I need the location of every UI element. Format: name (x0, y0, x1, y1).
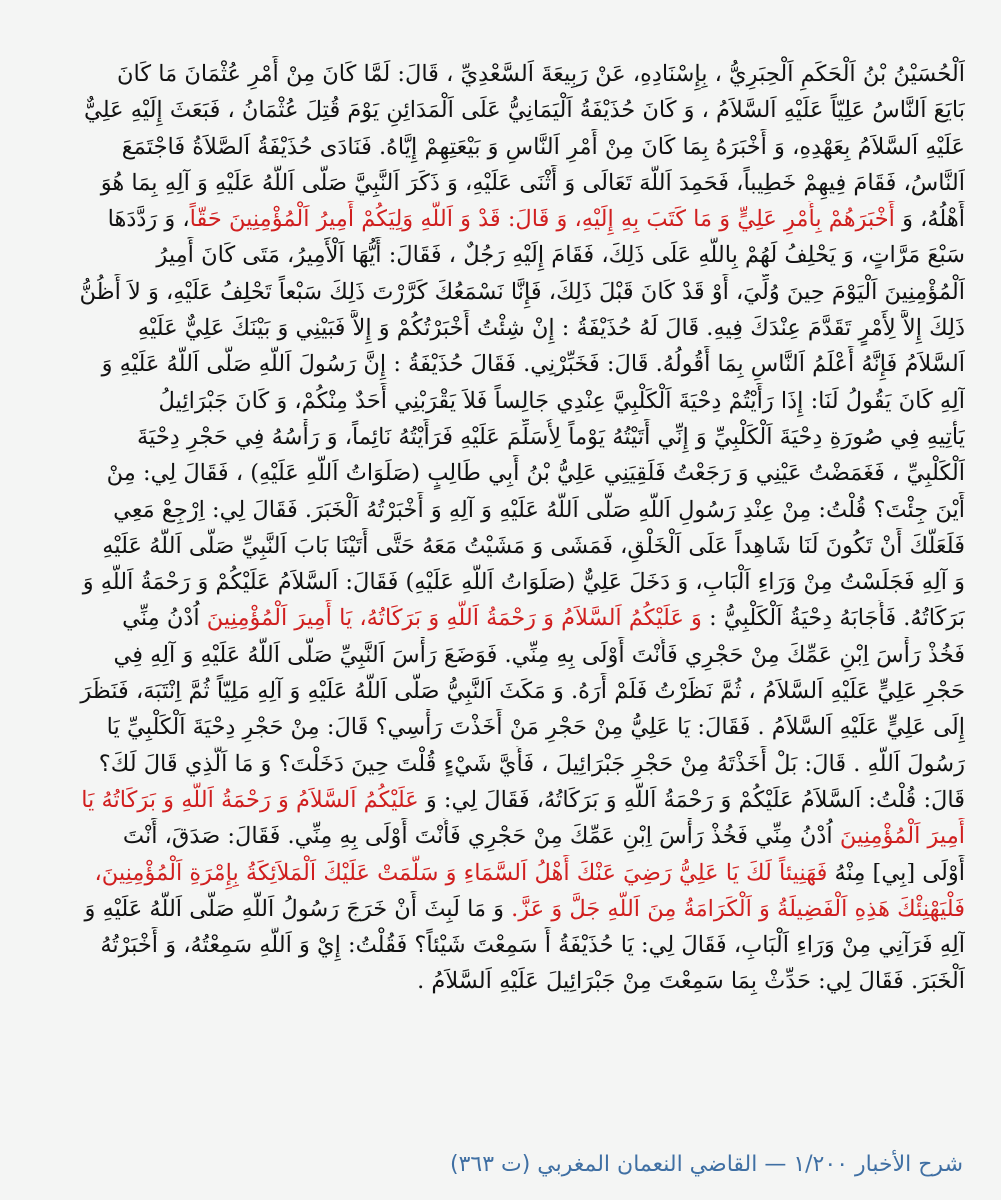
text-line (40, 891, 965, 927)
text-segment: قَالَ: قُلْتُ: اَلسَّلاَمُ عَلَيْكُمْ وَ رَحْمَةُ اَللَّهِ وَ بَرَكَاتُهُ، فَقَالَ لِي: وَ (418, 786, 965, 813)
text-line (40, 455, 965, 491)
highlighted-phrase: فَهَنِيئاً لَكَ يَا عَلِيُّ رَضِيَ عَنْكَ أَهْلُ اَلسَّمَاءِ وَ سَلَّمَتْ عَلَيْكَ اَلْمَلاَئِكَةُ بِإِمْرَةِ اَلْمُؤْمِنِينَ، (94, 859, 828, 886)
text-line (40, 310, 965, 346)
text-segment: اَلنَّاسُ، فَقَامَ فِيهِمْ خَطِيباً، فَحَمِدَ اَللَّهَ تَعَالَى وَ أَثْنَى عَلَيْهِ، وَ ذَكَرَ اَلنَّبِيَّ صَلَّى اَللَّهُ عَلَيْهِ وَ آلِهِ بِمَا هُوَ (100, 169, 965, 196)
text-line (40, 528, 965, 564)
text-segment: عَلَيْهِ اَلسَّلاَمُ بِعَهْدِهِ، وَ أَخْبَرَهُ بِمَا كَانَ مِنْ أَمْرِ اَلنَّاسِ وَ بَيْعَتِهِمْ إِيَّاهُ. فَنَادَى حُذَيْفَةُ اَلصَّلاَةُ فَاجْتَمَعَ (121, 133, 965, 160)
text-segment: بَايَعَ اَلنَّاسُ عَلِيّاً عَلَيْهِ اَلسَّلاَمُ ، وَ كَانَ حُذَيْفَةُ اَلْيَمَانِيُّ عَلَى اَلْمَدَائِنِ يَوْمَ قُتِلَ عُثْمَانُ ، فَبَعَثَ إِلَيْهِ عَلِيٌّ (83, 97, 965, 124)
text-line (40, 274, 965, 310)
text-segment: فَلَعَلَّكَ أَنْ تَكُونَ لَنَا شَاهِداً عَلَى اَلْخَلْقِ، فَمَشَى وَ مَشَيْتُ مَعَهُ حَتَّى أَتَيْنَا بَابَ اَلنَّبِيِّ صَلَّى اَللَّهُ عَلَيْهِ (102, 532, 965, 559)
text-segment: رَسُولَ اَللَّهِ . قَالَ: بَلْ أَخَذْتَهُ مِنْ حَجْرِ جَبْرَائِيلَ ، فَأَيَّ شَيْءٍ قُلْتَ حِينَ دَخَلْتَ؟ وَ مَا اَلَّذِي قَالَ لَكَ؟ (98, 750, 965, 777)
text-line (40, 637, 965, 673)
text-line (40, 927, 965, 963)
text-line (40, 709, 965, 745)
text-line (40, 419, 965, 455)
text-line (40, 564, 965, 600)
text-segment: اُدْنُ مِنِّي فَخُذْ رَأْسَ اِبْنِ عَمِّكَ مِنْ حَجْرِي فَأَنْتَ أَوْلَى بِهِ مِنِّي. فَقَالَ: صَدَقَ، أَنْتَ (122, 823, 840, 850)
text-segment: فَخُذْ رَأْسَ اِبْنِ عَمِّكَ مِنْ حَجْرِي فَأَنْتَ أَوْلَى بِهِ مِنِّي. فَوَضَعَ رَأْسَ اَلنَّبِيِّ صَلَّى اَللَّهُ عَلَيْهِ وَ آلِهِ فِي (113, 641, 965, 668)
text-segment: سَبْعَ مَرَّاتٍ، وَ يَحْلِفُ لَهُمْ بِاللَّهِ عَلَى ذَلِكَ، فَقَامَ إِلَيْهِ رَجُلٌ ، فَقَالَ: أَيُّهَا اَلْأَمِيرُ، مَتَى كَانَ أَمِيرُ (156, 242, 965, 269)
source-citation: شرح الأخبار ١/٢٠٠ — القاضي النعمان المغربي (ت ٣٦٣) (449, 1152, 963, 1177)
text-segment: اَلْخَبَرَ. فَقَالَ لِي: حَدِّثْ بِمَا سَمِعْتَ مِنْ جَبْرَائِيلَ عَلَيْهِ اَلسَّلاَمُ . (417, 968, 965, 995)
text-line (40, 165, 965, 201)
text-line (40, 201, 965, 237)
text-segment: ، وَ رَدَّدَهَا (107, 206, 190, 233)
text-line (40, 346, 965, 382)
text-segment: ذَلِكَ إِلاَّ لِأَمْرٍ تَقَدَّمَ عِنْدَكَ فِيهِ. قَالَ لَهُ حُذَيْفَةُ : إِنْ شِئْتُ أَخْبَرْتُكُمْ وَ إِلاَّ فَبَيْنِي وَ بَيْنَكَ عَلِيٌّ عَلَيْهِ (137, 315, 965, 342)
text-line (40, 746, 965, 782)
highlighted-phrase: وَ عَلَيْكُمُ اَلسَّلاَمُ وَ رَحْمَةُ اَللَّهِ وَ بَرَكَاتُهُ، يَا أَمِيرَ اَلْمُؤْمِنِينَ (206, 605, 702, 632)
hadith-text (40, 56, 965, 1000)
text-line (40, 129, 965, 165)
highlighted-phrase: أَخْبَرَهُمْ بِأَمْرِ عَلِيٍّ وَ مَا كَتَبَ بِهِ إِلَيْهِ، وَ قَالَ: قَدْ وَ اَللَّهِ وَلِيَكُمْ أَمِيرُ اَلْمُؤْمِنِينَ حَقّاً (189, 206, 895, 233)
text-line (40, 492, 965, 528)
text-segment: آلِهِ فَرَآنِي مِنْ وَرَاءِ اَلْبَابِ، فَقَالَ لِي: يَا حُذَيْفَةُ أَ سَمِعْتَ شَيْئاً؟ فَقُلْتُ: إِيْ وَ اَللَّهِ سَمِعْتُهُ، وَ أَخْبَرْتُهُ (100, 932, 965, 959)
text-segment: يَأْتِيهِ فِي صُورَةِ دِحْيَةَ اَلْكَلْبِيِّ وَ إِنِّي أَتَيْتُهُ يَوْماً لِأُسَلِّمَ عَلَيْهِ فَرَأَيْتُهُ نَائِماً، وَ رَأْسُهُ فِي حَجْرِ دِحْيَةَ (136, 423, 965, 450)
text-segment: أَيْنَ جِئْتَ؟ قُلْتُ: مِنْ عِنْدِ رَسُولِ اَللَّهِ صَلَّى اَللَّهُ عَلَيْهِ وَ آلِهِ وَ أَخْبَرْتُهُ اَلْخَبَرَ. فَقَالَ لِي: اِرْجِعْ مَعِي (113, 496, 965, 523)
text-segment: اَلسَّلاَمُ فَإِنَّهُ أَعْلَمُ اَلنَّاسِ بِمَا أَقُولُهُ. قَالَ: فَخَبِّرْنِي. فَقَالَ حُذَيْفَةُ : إِنَّ رَسُولَ اَللَّهِ صَلَّى اَللَّهُ عَلَيْهِ وَ (101, 351, 965, 378)
text-line (40, 383, 965, 419)
highlighted-phrase: عَلَيْكُمُ اَلسَّلاَمُ وَ رَحْمَةُ اَللَّهِ وَ بَرَكَاتُهُ يَا (81, 786, 419, 813)
text-line (40, 600, 965, 636)
highlighted-phrase: فَلْيَهْنِئْكَ هَذِهِ اَلْفَضِيلَةُ وَ اَلْكَرَامَةُ مِنَ اَللَّهِ جَلَّ وَ عَزَّ. (511, 895, 965, 922)
text-segment: أَوْلَى [بِي] مِنْهُ (827, 859, 965, 886)
text-segment: اَلْكَلْبِيِّ ، فَغَمَضْتُ عَيْنِي وَ رَجَعْتُ فَلَقِيَنِي عَلِيُّ بْنُ أَبِي طَالِبٍ (صَلَوَاتُ اَللَّهِ عَلَيْهِ) ، فَقَالَ لِي: مِنْ (106, 460, 965, 487)
text-segment: وَ آلِهِ فَجَلَسْتُ مِنْ وَرَاءِ اَلْبَابِ، وَ دَخَلَ عَلِيٌّ (صَلَوَاتُ اَللَّهِ عَلَيْهِ) فَقَالَ: اَلسَّلاَمُ عَلَيْكُمْ وَ رَحْمَةُ اَللَّهِ وَ (82, 569, 965, 596)
text-line (40, 237, 965, 273)
text-line (40, 818, 965, 854)
text-segment: إِلَى عَلِيٍّ عَلَيْهِ اَلسَّلاَمُ . فَقَالَ: يَا عَلِيُّ مِنْ حَجْرِ مَنْ أَخَذْتَ رَأْسِي؟ قَالَ: مِنْ حَجْرِ دِحْيَةَ اَلْكَلْبِيِّ يَا (106, 714, 965, 741)
text-segment: آلِهِ كَانَ يَقُولُ لَنَا: إِذَا رَأَيْتُمْ دِحْيَةَ اَلْكَلْبِيَّ عِنْدِي جَالِساً فَلاَ يَقْرَبْنِي أَحَدٌ مِنْكُمْ، وَ كَانَ جَبْرَائِيلُ (158, 387, 965, 414)
text-line (40, 92, 965, 128)
text-segment: اُدْنُ مِنِّي (122, 605, 207, 632)
text-segment: وَ مَا لَبِثَ أَنْ خَرَجَ رَسُولُ اَللَّهِ صَلَّى اَللَّهُ عَلَيْهِ وَ (84, 895, 512, 922)
highlighted-phrase: أَمِيرَ اَلْمُؤْمِنِينَ (839, 823, 965, 850)
text-line (40, 673, 965, 709)
text-line (40, 963, 965, 999)
text-segment: أَهْلُهُ، وَ (894, 206, 965, 233)
text-segment: حَجْرِ عَلِيٍّ عَلَيْهِ اَلسَّلاَمُ ، ثُمَّ نَظَرْتُ فَلَمْ أَرَهُ. وَ مَكَثَ اَلنَّبِيُّ صَلَّى اَللَّهُ عَلَيْهِ وَ آلِهِ مَلِيّاً ثُمَّ اِنْتَبَهَ، فَنَظَرَ (80, 678, 965, 705)
text-segment: اَلْمُؤْمِنِينَ اَلْيَوْمَ حِينَ وُلِّيَ، أَوْ قَدْ كَانَ قَبْلَ ذَلِكَ، فَإِنَّا نَسْمَعُكَ كَرَّرْتَ ذَلِكَ سَبْعاً تَحْلِفُ عَلَيْهِ، وَ لاَ أَظُنُّ (79, 278, 965, 305)
text-segment: اَلْحُسَيْنُ بْنُ اَلْحَكَمِ اَلْحِبَرِيُّ ، بِإِسْنَادِهِ، عَنْ رَبِيعَةَ اَلسَّعْدِيِّ ، قَالَ: لَمَّا كَانَ مِنْ أَمْرِ عُثْمَانَ مَا كَانَ (117, 61, 965, 87)
text-line (40, 855, 965, 891)
text-line (40, 782, 965, 818)
text-line (40, 56, 965, 92)
text-segment: بَرَكَاتُهُ. فَأَجَابَهُ دِحْيَةُ اَلْكَلْبِيُّ : (701, 605, 965, 632)
